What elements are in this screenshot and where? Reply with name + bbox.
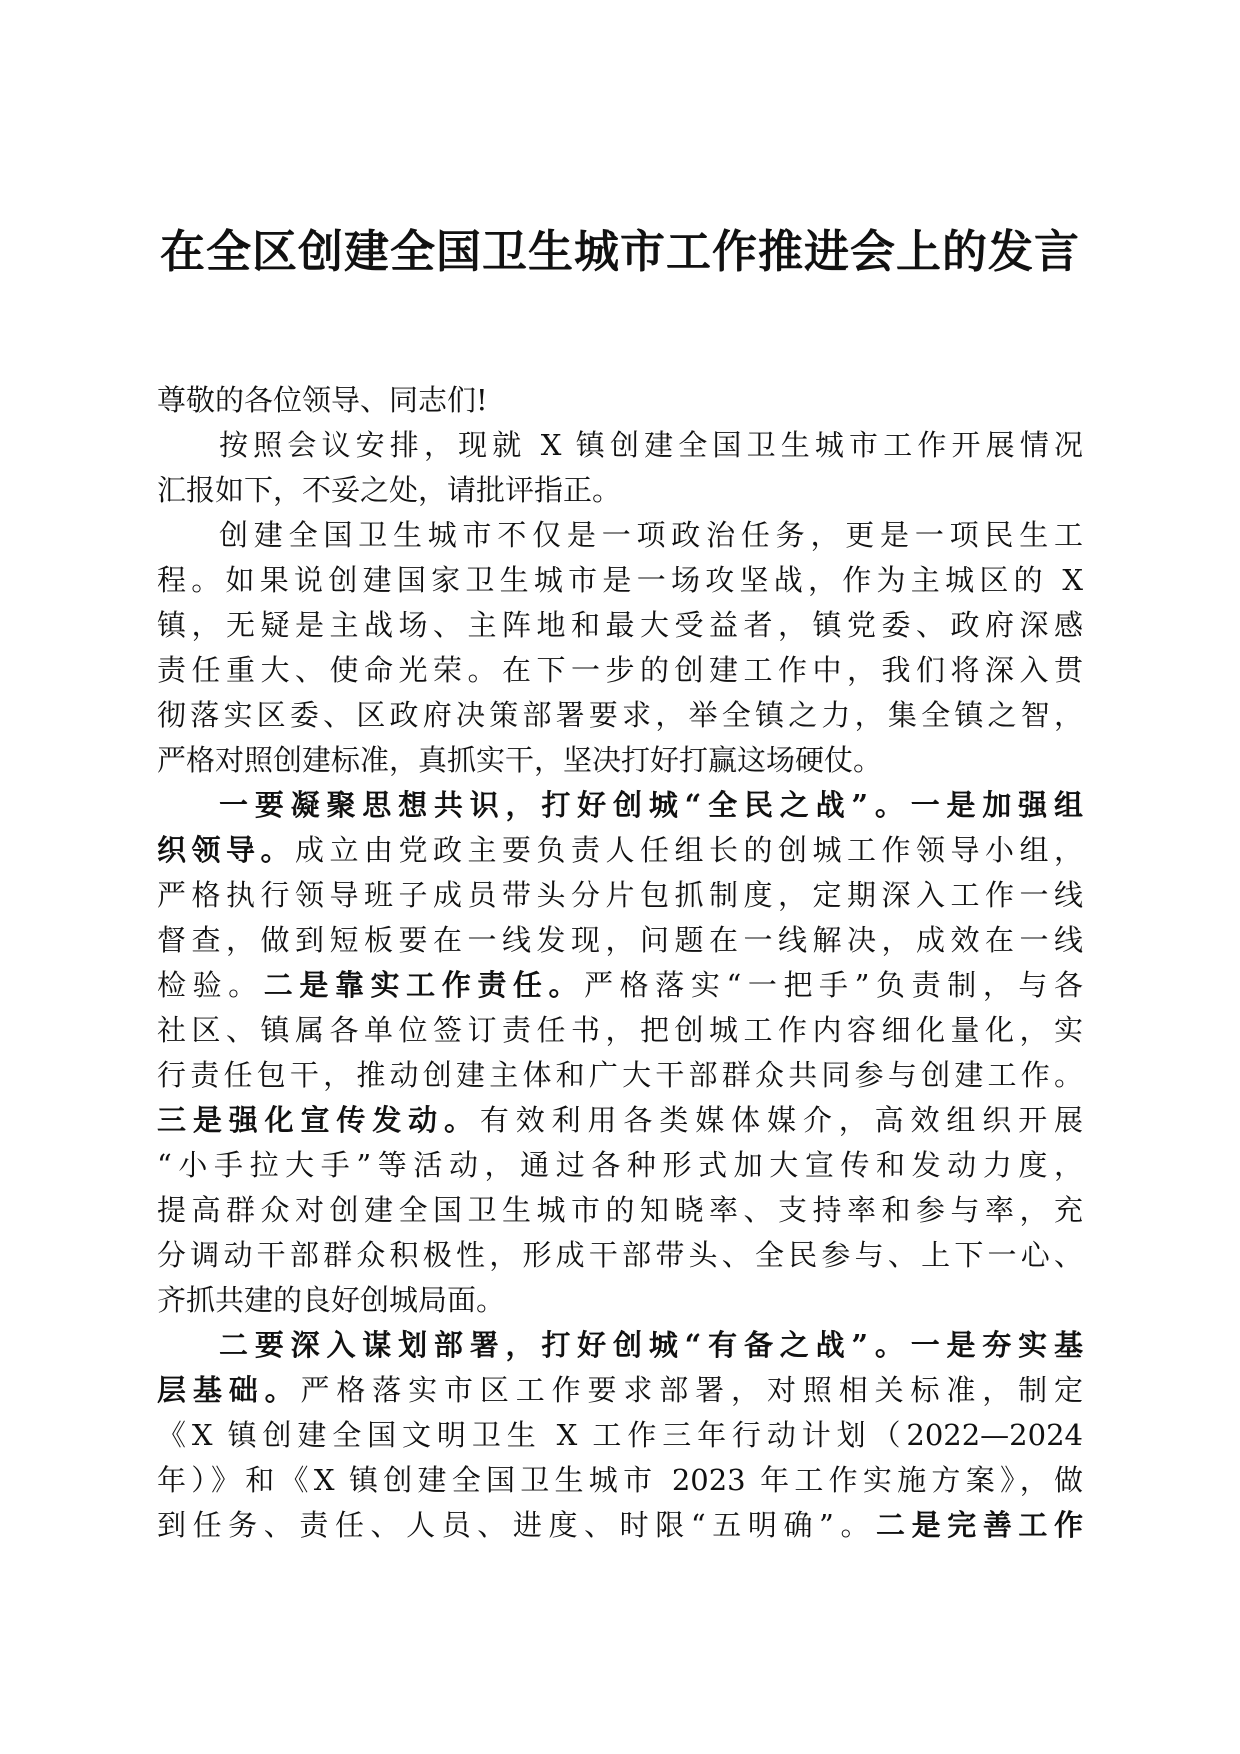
paragraph-line: 创建全国卫生城市不仅是一项政治任务，更是一项民生工 [219,518,1083,552]
paragraph-text: 到任务、责任、人员、进度、时限“五明确”。 [157,1508,877,1542]
paragraph-line: 行责任包干，推动创建主体和广大干部群众共同参与创建工作。 [157,1058,1083,1092]
paragraph-text: 严格落实“一把手”负责制，与各 [584,968,1083,1002]
document-title: 在全区创建全国卫生城市工作推进会上的发言 [159,225,1080,278]
paragraph-text: 检验。 [157,968,264,1002]
paragraph-line: 提高群众对创建全国卫生城市的知晓率、支持率和参与率，充 [157,1193,1083,1227]
paragraph-line: 社区、镇属各单位签订责任书，把创城工作内容细化量化，实 [157,1013,1083,1047]
paragraph-line: 程。如果说创建国家卫生城市是一场攻坚战，作为主城区的 X [157,563,1083,597]
paragraph-line: 年）》和《X 镇创建全国卫生城市 2023 年工作实施方案》，做 [157,1463,1083,1497]
section-heading-line [157,1323,1083,1368]
paragraph-line: 汇报如下，不妥之处，请批评指正。 [157,473,622,507]
paragraph-line: 齐抓共建的良好创城局面。 [157,1283,506,1317]
paragraph-line: 彻落实区委、区政府决策部署要求，举全镇之力，集全镇之智， [157,698,1083,732]
paragraph-line: “小手拉大手”等活动，通过各种形式加大宣传和发动力度， [157,1148,1083,1182]
subheading: 二是完善工作 [876,1508,1083,1542]
paragraph-line: 《X 镇创建全国文明卫生 X 工作三年行动计划（2022—2024 [157,1418,1083,1452]
section-heading: 一要凝聚思想共识，打好创城“全民之战”。一是加强组 [219,788,1083,822]
subheading: 三是强化宣传发动。 [157,1103,480,1137]
paragraph-text: 成立由党政主要负责人任组长的创城工作领导小组， [295,833,1083,867]
paragraph-line [157,1098,1083,1143]
paragraph-line [157,963,1083,1008]
paragraph-line [157,1368,1083,1413]
paragraph-text: 有效利用各类媒体媒介，高效组织开展 [479,1103,1083,1137]
paragraph-text: 严格落实市区工作要求部署，对照相关标准，制定 [300,1373,1083,1407]
section-heading: 二要深入谋划部署，打好创城“有备之战”。一是夯实基 [219,1328,1083,1362]
paragraph-line: 按照会议安排，现就 X 镇创建全国卫生城市工作开展情况 [219,428,1083,462]
subheading: 层基础。 [157,1373,301,1407]
section-heading-line [157,783,1083,828]
salutation: 尊敬的各位领导、同志们! [157,383,488,417]
paragraph-line: 分调动干部群众积极性，形成干部带头、全民参与、上下一心、 [157,1238,1083,1272]
document-body [157,378,1083,1548]
subheading: 二是靠实工作责任。 [263,968,585,1002]
paragraph-line: 责任重大、使命光荣。在下一步的创建工作中，我们将深入贯 [157,653,1083,687]
paragraph-line: 严格执行领导班子成员带头分片包抓制度，定期深入工作一线 [157,878,1083,912]
paragraph-line: 督查，做到短板要在一线发现，问题在一线解决，成效在一线 [157,923,1083,957]
subheading: 织领导。 [157,833,295,867]
paragraph-line: 镇，无疑是主战场、主阵地和最大受益者，镇党委、政府深感 [157,608,1083,642]
paragraph-line: 严格对照创建标准，真抓实干，坚决打好打赢这场硬仗。 [157,743,883,777]
paragraph-line [157,828,1083,873]
paragraph-line [157,1503,1083,1548]
